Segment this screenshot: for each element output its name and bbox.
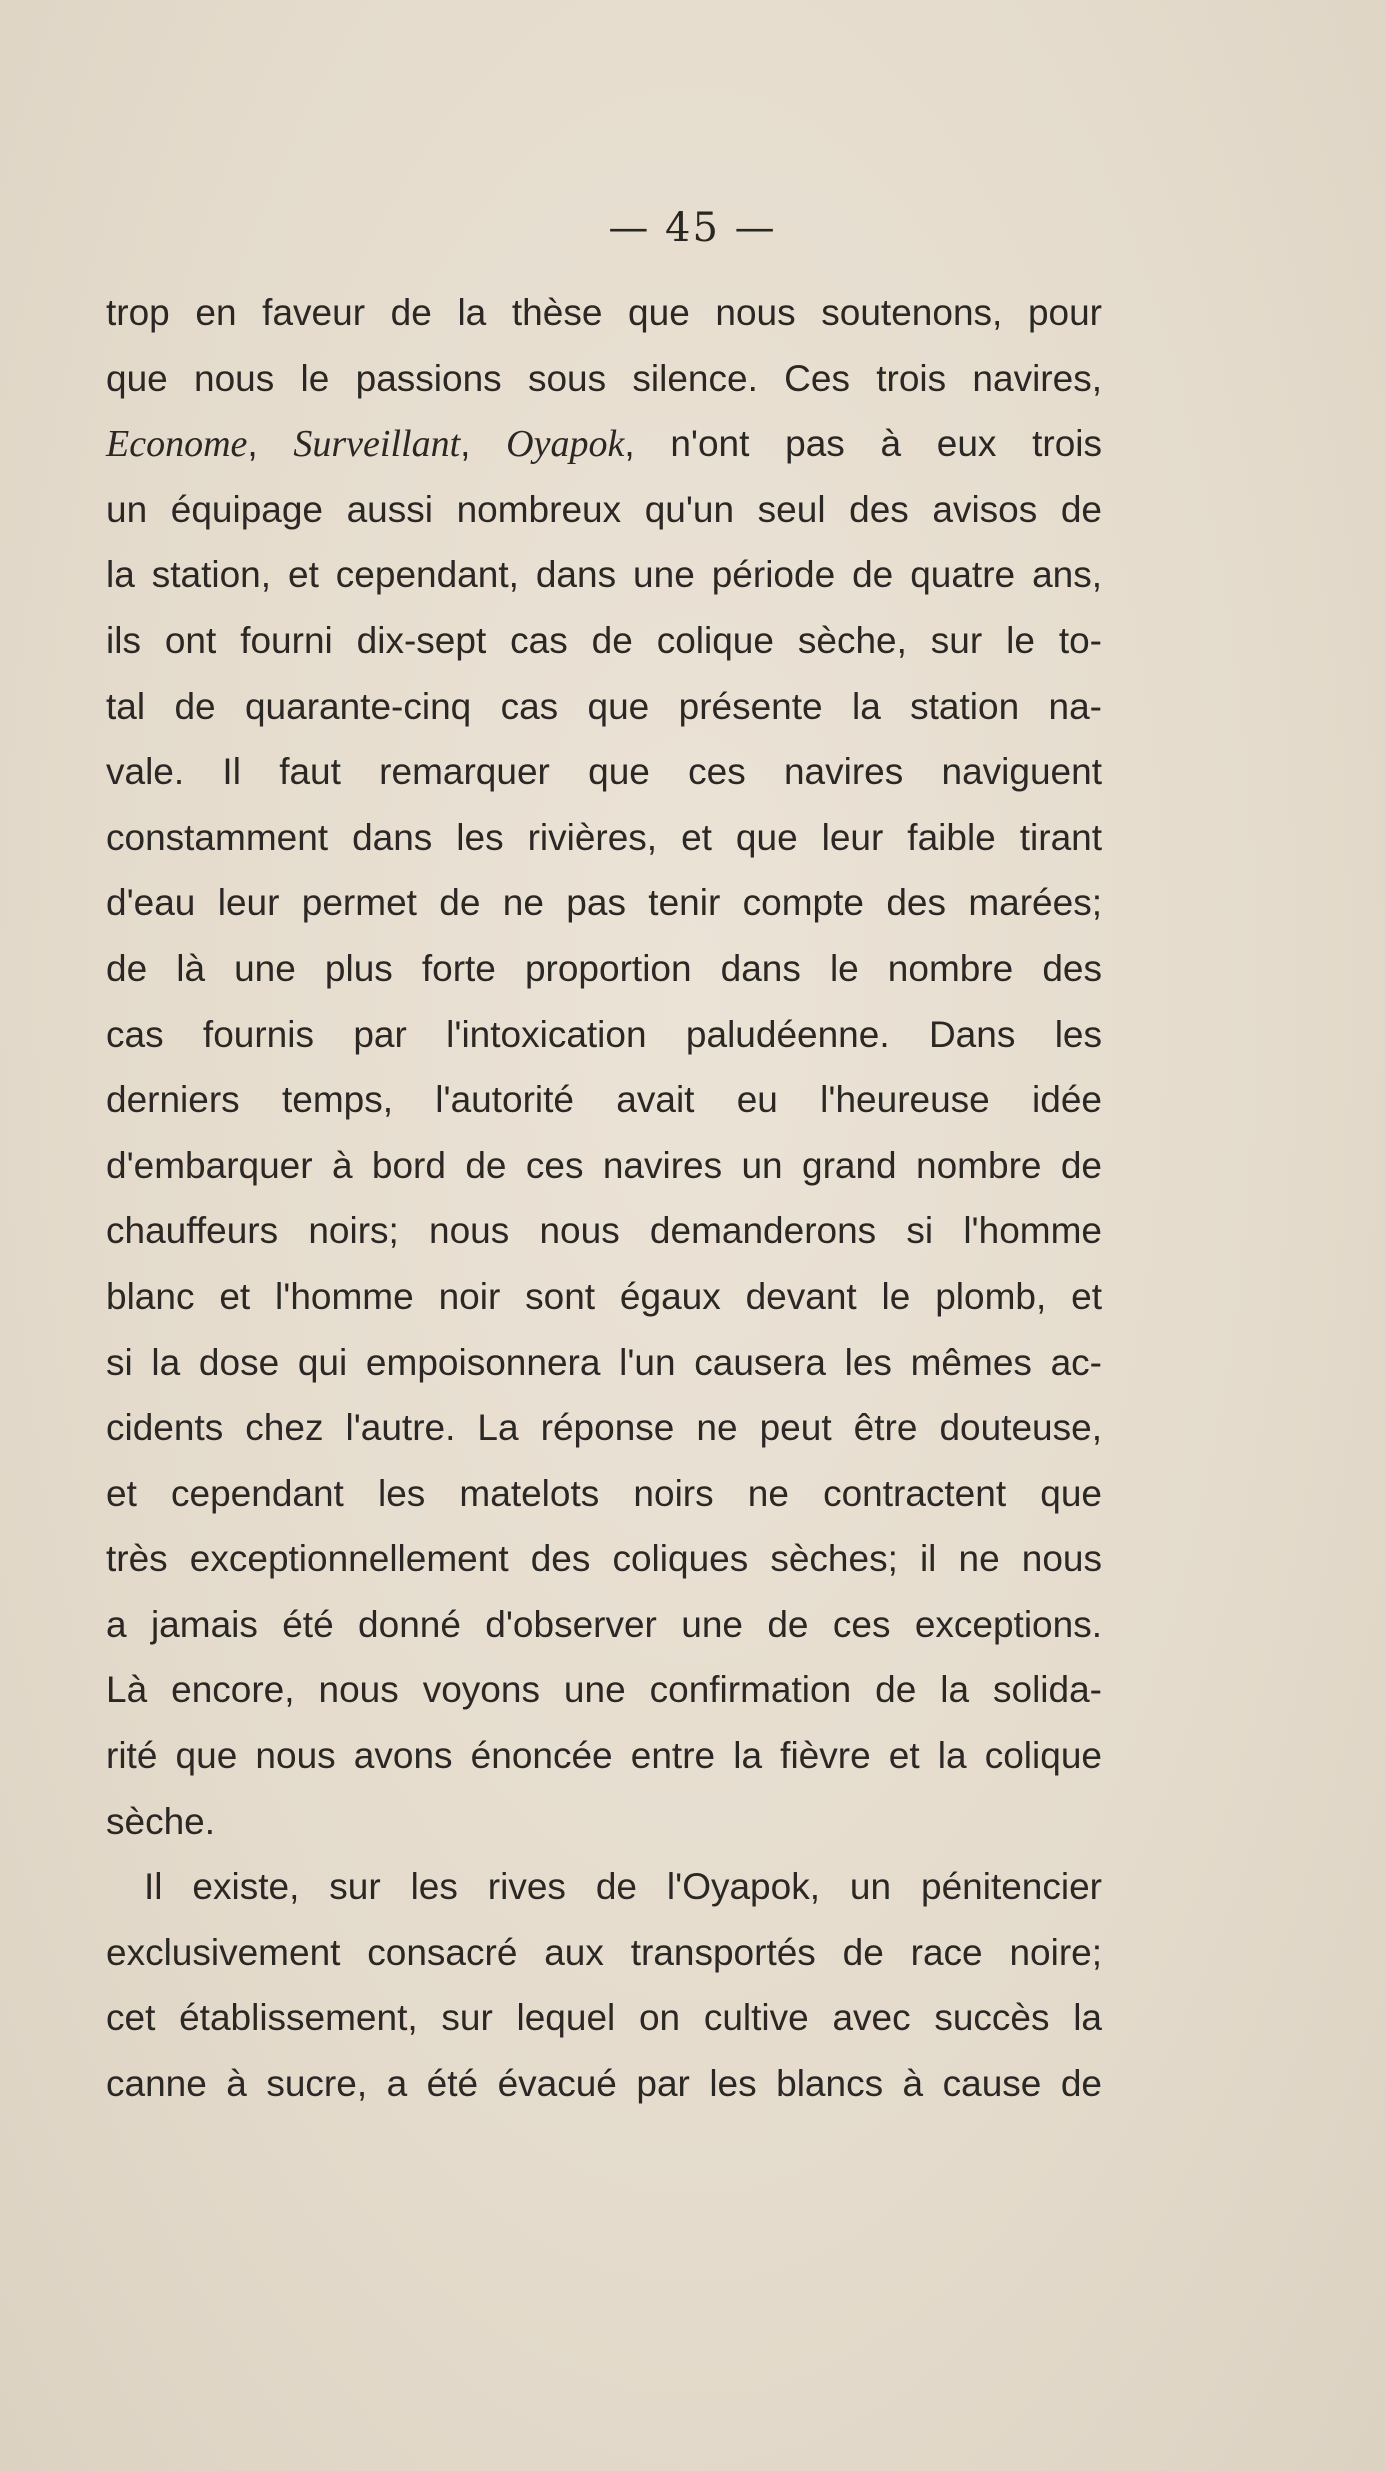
text-line: chauffeurs noirs; nous nous demanderons si l'homme	[106, 1210, 1102, 1252]
text-line	[106, 411, 1102, 477]
text-line: la station, et cependant, dans une période de quatre ans,	[106, 554, 1102, 596]
text-line: cidents chez l'autre. La réponse ne peut être douteuse,	[106, 1407, 1102, 1449]
text-line: d'eau leur permet de ne pas tenir compte des marées;	[106, 882, 1102, 924]
text-line: d'embarquer à bord de ces navires un grand nombre de	[106, 1144, 1102, 1186]
separator: ,	[460, 423, 507, 465]
text-line: a jamais été donné d'observer une de ces exceptions.	[106, 1603, 1102, 1645]
ship-name-econome: Econome	[106, 423, 248, 466]
separator: ,	[247, 423, 294, 465]
text-line: blanc et l'homme noir sont égaux devant le plomb, et	[106, 1275, 1102, 1317]
text-line: un équipage aussi nombreux qu'un seul des avisos de	[106, 488, 1102, 530]
body-text	[106, 280, 1102, 2117]
text-line: de là une plus forte proportion dans le nombre des	[106, 947, 1102, 989]
text-line: trop en faveur de la thèse que nous soutenons, pour	[106, 292, 1102, 333]
text-line: rité que nous avons énoncée entre la fièvre et la colique	[106, 1735, 1102, 1777]
text-line: cet établissement, sur lequel on cultive avec succès la	[106, 1997, 1102, 2039]
paragraph-start-line: Il existe, sur les rives de l'Oyapok, un pénitencier	[144, 1866, 1102, 1908]
page-number: — 45 —	[608, 205, 777, 251]
text-line: constamment dans les rivières, et que leur faible tirant	[106, 816, 1102, 858]
line-rest: , n'ont pas à eux trois	[624, 423, 1103, 465]
text-line: que nous le passions sous silence. Ces trois navires,	[106, 357, 1102, 399]
paragraph-end-line: sèche.	[106, 1800, 216, 1842]
text-line: canne à sucre, a été évacué par les blancs à cause de	[106, 2063, 1102, 2105]
ship-name-surveillant: Surveillant	[293, 423, 461, 466]
text-line: vale. Il faut remarquer que ces navires naviguent	[106, 751, 1102, 793]
ship-name-oyapok: Oyapok	[506, 423, 625, 466]
text-line: tal de quarante-cinq cas que présente la station na-	[106, 685, 1102, 727]
text-line: cas fournis par l'intoxication paludéenne. Dans les	[106, 1013, 1102, 1055]
text-line: si la dose qui empoisonnera l'un causera les mêmes ac-	[106, 1341, 1102, 1383]
text-line: très exceptionnellement des coliques sèches; il ne nous	[106, 1538, 1102, 1580]
text-line: ils ont fourni dix-sept cas de colique sèche, sur le to-	[106, 619, 1102, 661]
text-line: exclusivement consacré aux transportés de race noire;	[106, 1931, 1102, 1973]
text-line: et cependant les matelots noirs ne contractent que	[106, 1472, 1102, 1514]
text-line: Là encore, nous voyons une confirmation de la solida-	[106, 1669, 1102, 1711]
text-line: derniers temps, l'autorité avait eu l'heureuse idée	[106, 1079, 1102, 1121]
